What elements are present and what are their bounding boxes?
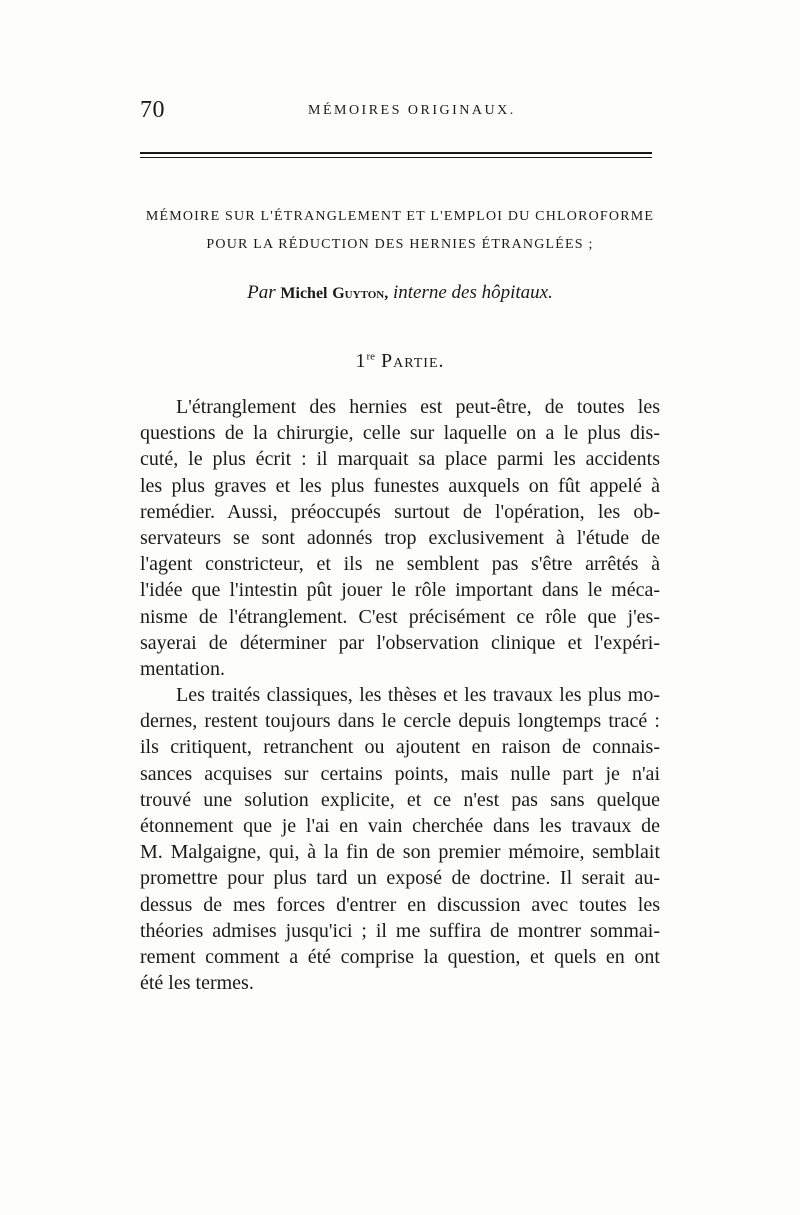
- memoir-title: [140, 203, 660, 259]
- author-last-name: Guyton,: [332, 285, 389, 302]
- text-line: Les traités classiques, les thèses et les travaux les plus mo-: [176, 684, 660, 707]
- text-line: rement comment a été comprise la question, et quels en ont: [140, 945, 660, 968]
- text-line: ils critiquent, retranchent ou ajoutent en raison de connais-: [140, 736, 660, 759]
- part-ordinal-suffix: re: [366, 350, 376, 363]
- author-first-name: Michel: [280, 285, 328, 302]
- part-heading: [140, 350, 660, 373]
- part-label: Partie.: [381, 350, 445, 372]
- text-line: sances acquises sur certains points, mais nulle part je n'ai: [140, 762, 660, 785]
- text-line: mentation.: [140, 657, 225, 680]
- text-line: L'étranglement des hernies est peut-être, de toutes les: [176, 396, 660, 418]
- text-line: dernes, restent toujours dans le cercle depuis longtemps tracé :: [140, 710, 660, 733]
- text-line: dessus de mes forces d'entrer en discussion avec toutes les: [140, 893, 660, 916]
- running-head: [140, 97, 660, 127]
- text-line: nisme de l'étranglement. C'est précisément ce rôle que j'es-: [140, 605, 660, 628]
- text-line: été les termes.: [140, 972, 254, 995]
- header-rule-thick: [140, 152, 652, 154]
- text-line: étonnement que je l'ai en vain cherchée dans les travaux de: [140, 815, 660, 837]
- title-line-1: MÉMOIRE SUR L'ÉTRANGLEMENT ET L'EMPLOI DU CHLOROFORME: [145, 209, 655, 224]
- text-line: cuté, le plus écrit : il marquait sa place parmi les accidents: [140, 448, 660, 471]
- text-line: promettre pour plus tard un exposé de doctrine. Il serait au-: [140, 867, 660, 890]
- text-line: M. Malgaigne, qui, à la fin de son premier mémoire, semblait: [140, 841, 660, 864]
- part-number: 1: [355, 350, 367, 372]
- paragraph-2: [140, 682, 660, 996]
- text-line: théories admises jusqu'ici ; il me suffira de montrer sommai-: [140, 919, 660, 942]
- author-role: interne des hôpitaux.: [392, 282, 553, 303]
- text-line: servateurs se sont adonnés trop exclusivement à l'étude de: [140, 526, 660, 549]
- text-line: questions de la chirurgie, celle sur laquelle on a le plus dis-: [140, 422, 660, 445]
- page-number: 70: [140, 97, 165, 123]
- text-line: l'idée que l'intestin pût jouer le rôle important dans le méca-: [140, 579, 660, 602]
- running-title: MÉMOIRES ORIGINAUX.: [308, 103, 516, 118]
- text-line: l'agent constricteur, et ils ne semblent pas s'être arrêtés à: [140, 553, 660, 576]
- text-line: les plus graves et les plus funestes auxquels on fût appelé à: [140, 474, 660, 497]
- byline: [140, 282, 660, 304]
- text-line: remédier. Aussi, préoccupés surtout de l'opération, les ob-: [140, 500, 660, 523]
- header-rule-thin: [140, 157, 652, 158]
- byline-par: Par: [247, 282, 276, 303]
- paragraph-1: [140, 394, 660, 682]
- title-line-2: POUR LA RÉDUCTION DES HERNIES ÉTRANGLÉES ;: [206, 237, 594, 252]
- text-line: trouvé une solution explicite, et ce n'est pas sans quelque: [140, 788, 660, 811]
- text-line: sayerai de déterminer par l'observation clinique et l'expéri-: [140, 631, 660, 654]
- body-text: [140, 394, 660, 996]
